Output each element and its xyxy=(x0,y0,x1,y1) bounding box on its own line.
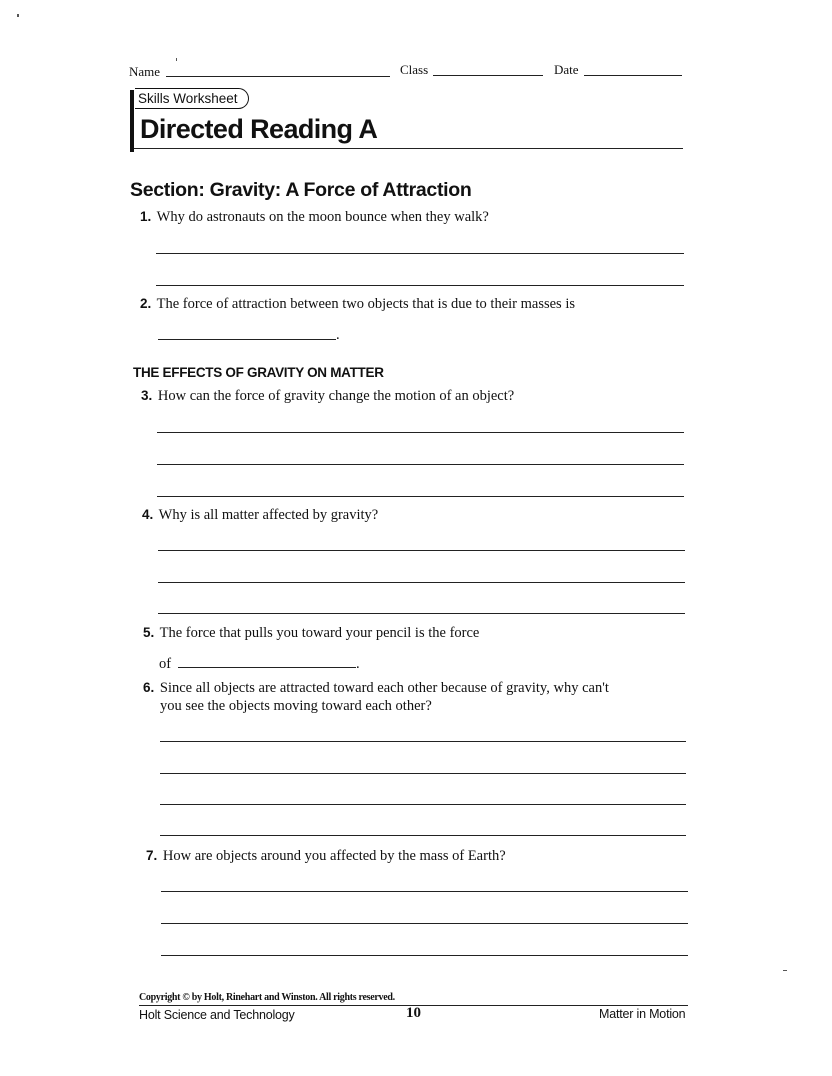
fill-in-blank[interactable] xyxy=(158,339,336,340)
page-title: Directed Reading A xyxy=(140,114,378,144)
question-number: 6. xyxy=(143,680,155,695)
question-1 xyxy=(140,208,489,226)
class-field[interactable] xyxy=(433,75,543,76)
name-field[interactable] xyxy=(166,76,390,77)
chapter-name: Matter in Motion xyxy=(599,1007,686,1021)
section-title: Section: Gravity: A Force of Attraction xyxy=(130,179,472,201)
answer-line[interactable] xyxy=(161,955,688,956)
question-number: 3. xyxy=(141,388,153,403)
publisher-name: Holt Science and Technology xyxy=(139,1008,295,1022)
blank-period: . xyxy=(356,656,360,672)
question-5-prefix: of xyxy=(159,656,172,672)
question-text: The force that pulls you toward your pencil is the force xyxy=(159,625,480,641)
skills-worksheet-label: Skills Worksheet xyxy=(138,91,238,106)
answer-line[interactable] xyxy=(156,253,684,254)
question-4 xyxy=(142,506,378,524)
answer-line[interactable] xyxy=(157,432,684,433)
answer-line[interactable] xyxy=(157,464,684,465)
question-text: How are objects around you affected by the mass of Earth? xyxy=(162,848,506,864)
answer-line[interactable] xyxy=(158,613,685,614)
page-number: 10 xyxy=(406,1005,421,1021)
question-number: 1. xyxy=(140,209,152,224)
question-number: 2. xyxy=(140,296,152,311)
answer-line[interactable] xyxy=(161,891,688,892)
question-number: 5. xyxy=(143,625,155,640)
question-text: How can the force of gravity change the motion of an object? xyxy=(157,388,515,404)
skills-worksheet-badge xyxy=(135,88,249,109)
scan-speck xyxy=(17,14,19,17)
answer-line[interactable] xyxy=(157,496,684,497)
answer-line[interactable] xyxy=(161,923,688,924)
subheading: THE EFFECTS OF GRAVITY ON MATTER xyxy=(133,365,384,380)
question-number: 4. xyxy=(142,507,154,522)
question-text: Why is all matter affected by gravity? xyxy=(158,507,379,523)
question-number: 7. xyxy=(146,848,158,863)
answer-line[interactable] xyxy=(158,550,685,551)
class-label: Class xyxy=(400,62,429,77)
answer-line[interactable] xyxy=(160,741,686,742)
question-6 xyxy=(143,679,609,697)
question-text: Since all objects are attracted toward each other because of gravity, why can't xyxy=(159,680,609,696)
question-text: The force of attraction between two objects that is due to their masses is xyxy=(156,296,575,312)
scan-speck xyxy=(783,970,787,971)
scan-speck xyxy=(176,58,177,61)
answer-line[interactable] xyxy=(156,285,684,286)
answer-line[interactable] xyxy=(160,804,686,805)
copyright-notice: Copyright © by Holt, Rinehart and Winston. All rights reserved. xyxy=(139,992,395,1003)
title-bar xyxy=(130,90,134,152)
date-label: Date xyxy=(554,62,579,77)
blank-period: . xyxy=(336,327,340,343)
date-field[interactable] xyxy=(584,75,682,76)
question-2 xyxy=(140,295,575,313)
question-text: Why do astronauts on the moon bounce when they walk? xyxy=(156,209,489,225)
fill-in-blank[interactable] xyxy=(178,667,356,668)
answer-line[interactable] xyxy=(160,835,686,836)
answer-line[interactable] xyxy=(160,773,686,774)
question-5 xyxy=(143,624,479,642)
name-label: Name xyxy=(129,64,161,79)
title-underline xyxy=(134,148,683,149)
question-6-line2: you see the objects moving toward each other? xyxy=(160,698,432,714)
answer-line[interactable] xyxy=(158,582,685,583)
question-7 xyxy=(146,847,506,865)
question-3 xyxy=(141,387,514,405)
